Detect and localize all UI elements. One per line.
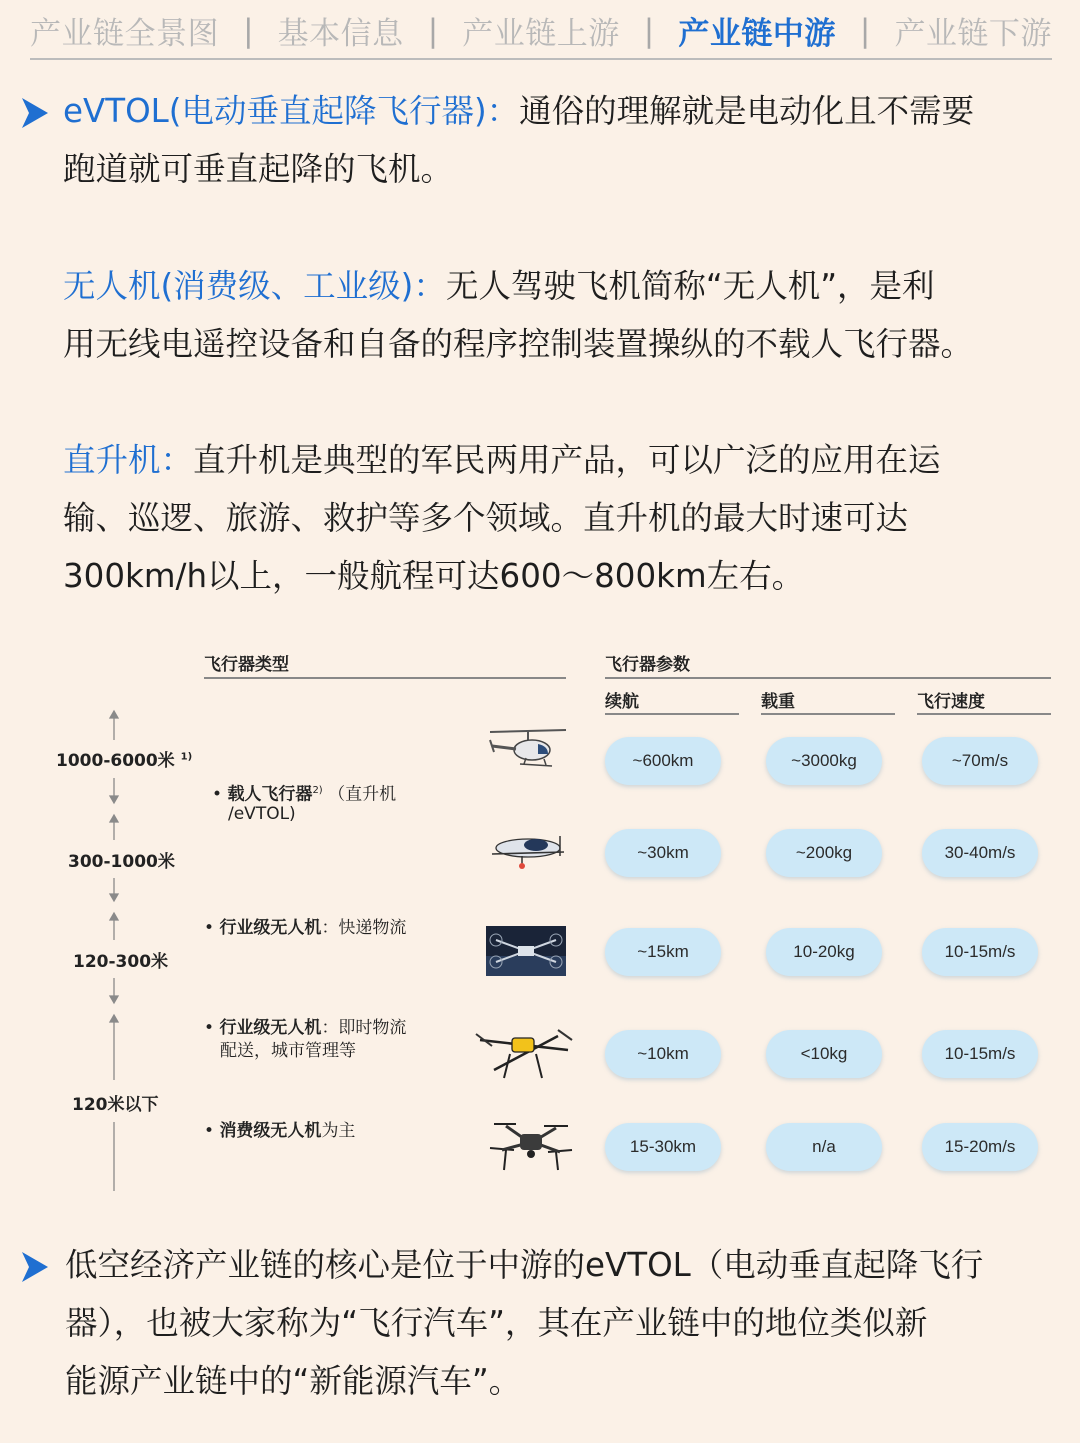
drone-desc-1: 无人驾驶飞机简称“无人机”，是利 <box>445 267 935 305</box>
category-consumer-desc: 为主 <box>321 1121 356 1141</box>
param-payload: n/a <box>766 1123 882 1171</box>
param-payload: <10kg <box>766 1030 882 1078</box>
category-industrial-name: 行业级无人机 <box>219 918 322 938</box>
category-manned-desc: （直升机 <box>328 784 397 805</box>
param-header: 飞行器参数 <box>605 655 690 675</box>
tab-midstream[interactable]: 产业链中游 <box>678 16 836 52</box>
param-speed: 15-20m/s <box>922 1123 1038 1171</box>
category-industrial-logistics: • 行业级无人机：快递物流 <box>204 918 407 938</box>
category-manned-line2: /eVTOL) <box>228 804 296 824</box>
altitude-1000-6000 <box>56 746 192 771</box>
param-payload: 10-20kg <box>766 928 882 976</box>
param-payload: ~3000kg <box>766 737 882 785</box>
tab-basic-info[interactable]: 基本信息 <box>277 16 404 52</box>
category-industrial-delivery: • 行业级无人机：即时物流 <box>204 1018 407 1038</box>
param-speed: ~70m/s <box>922 737 1038 785</box>
heli-term: 直升机： <box>63 441 194 479</box>
evtol-desc-1: 通俗的理解就是电动化且不需要 <box>519 92 975 130</box>
altitude-300-1000: 300-1000米 <box>68 852 175 872</box>
category-industrial-desc: ：快递物流 <box>321 918 407 938</box>
col-range-header: 续航 <box>605 692 639 712</box>
category-consumer: • 消费级无人机为主 <box>204 1121 356 1141</box>
drone-line2: 用无线电遥控设备和自备的程序控制装置操纵的不载人飞行器。 <box>63 325 974 363</box>
category-manned-footnote: 2) <box>312 785 323 796</box>
top-nav <box>30 0 1052 60</box>
tab-panorama[interactable]: 产业链全景图 <box>30 16 219 52</box>
tab-upstream[interactable]: 产业链上游 <box>462 16 620 52</box>
col-payload-rule <box>761 713 895 715</box>
altitude-footnote: 1) <box>180 751 193 763</box>
param-range: ~600km <box>605 737 721 785</box>
tab-downstream[interactable]: 产业链下游 <box>894 16 1052 52</box>
drone-term: 无人机(消费级、工业级)： <box>63 267 446 305</box>
bullet-arrow-icon <box>20 96 50 130</box>
evtol-icon <box>486 828 570 872</box>
summary-line3: 能源产业链中的“新能源汽车”。 <box>65 1362 522 1400</box>
evtol-term: eVTOL(电动垂直起降飞行器)： <box>63 92 520 130</box>
nav-separator: | <box>427 12 439 49</box>
nav-tabs <box>30 8 1052 53</box>
evtol-line1 <box>63 82 974 140</box>
col-range-rule <box>605 713 739 715</box>
type-header: 飞行器类型 <box>204 655 289 675</box>
param-range: ~30km <box>605 829 721 877</box>
logistics-drone-icon <box>486 926 566 976</box>
category-industrial-delivery-line2: 配送，城市管理等 <box>220 1041 356 1061</box>
evtol-line2: 跑道就可垂直起降的飞机。 <box>63 150 454 188</box>
col-speed-header: 飞行速度 <box>917 692 985 712</box>
altitude-120-300: 120-300米 <box>73 952 169 972</box>
param-header-rule <box>605 677 1051 679</box>
col-speed-rule <box>917 713 1051 715</box>
param-range: 15-30km <box>605 1123 721 1171</box>
param-speed: 10-15m/s <box>922 1030 1038 1078</box>
summary-line2: 器），也被大家称为“飞行汽车”，其在产业链中的地位类似新 <box>65 1304 928 1342</box>
type-header-rule <box>204 677 566 679</box>
param-payload: ~200kg <box>766 829 882 877</box>
bullet-arrow-icon <box>20 1250 50 1284</box>
param-speed: 10-15m/s <box>922 928 1038 976</box>
consumer-drone-icon <box>486 1114 574 1174</box>
param-range: ~15km <box>605 928 721 976</box>
nav-separator: | <box>859 12 871 49</box>
altitude-below-120: 120米以下 <box>72 1095 159 1115</box>
aircraft-diagram <box>0 600 1080 1220</box>
param-range: ~10km <box>605 1030 721 1078</box>
nav-separator: | <box>643 12 655 49</box>
category-industrial-name: 行业级无人机 <box>219 1018 322 1038</box>
heli-line3: 300km/h以上，一般航程可达600～800km左右。 <box>63 557 805 595</box>
summary-line1: 低空经济产业链的核心是位于中游的eVTOL（电动垂直起降飞行 <box>65 1246 984 1284</box>
param-speed: 30-40m/s <box>922 829 1038 877</box>
delivery-drone-icon <box>474 1026 574 1082</box>
category-industrial-desc: ：即时物流 <box>321 1018 407 1038</box>
col-payload-header: 载重 <box>761 692 795 712</box>
altitude-label: 1000-6000米 <box>56 751 175 771</box>
heli-line1 <box>63 431 941 489</box>
helicopter-icon <box>486 724 570 780</box>
heli-line2: 输、巡逻、旅游、救护等多个领域。直升机的最大时速可达 <box>63 499 909 537</box>
category-consumer-name: 消费级无人机 <box>219 1121 322 1141</box>
nav-separator: | <box>243 12 254 49</box>
drone-line1 <box>63 257 935 315</box>
category-manned-name: 载人飞行器 <box>227 784 313 805</box>
heli-desc-1: 直升机是典型的军民两用产品，可以广泛的应用在运 <box>193 441 941 479</box>
category-manned: • 载人飞行器$^{2)}$ （直升机 <box>212 784 397 805</box>
